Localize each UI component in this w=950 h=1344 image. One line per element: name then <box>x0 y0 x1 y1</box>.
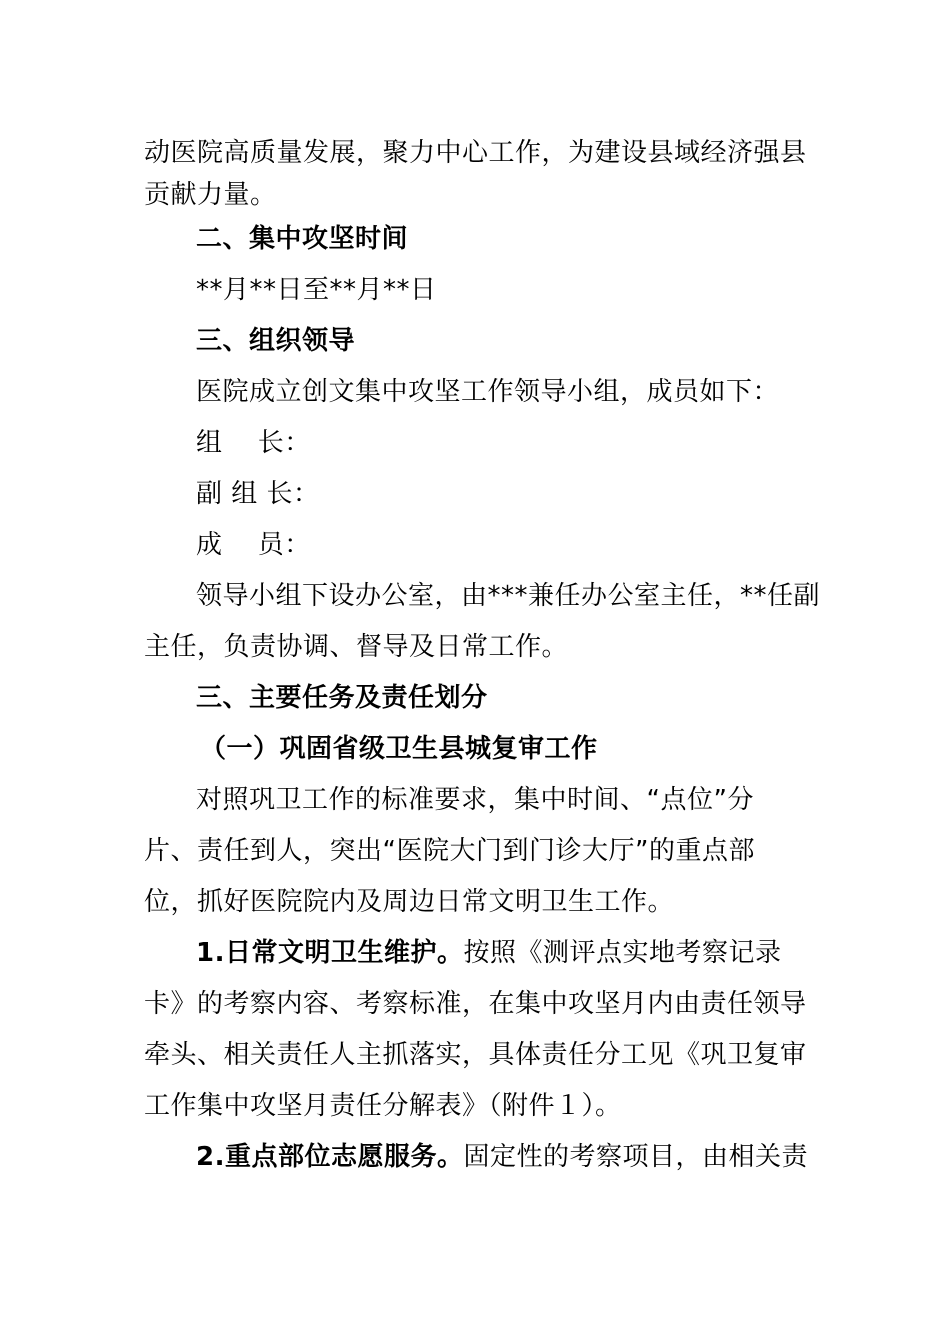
paragraph-line: 动医院高质量发展，聚力中心工作，为建设县域经济强县 <box>144 138 807 168</box>
paragraph-line: 医院成立创文集中攻坚工作领导小组，成员如下： <box>196 377 780 407</box>
section-heading-organization: 三、组织领导 <box>196 326 356 356</box>
item-2-text: 固定性的考察项目，由相关责 <box>463 1142 808 1172</box>
paragraph-line: 工作集中攻坚月责任分解表》（附件１）。 <box>144 1091 622 1121</box>
role-deputy-leader-label: 副 组 长： <box>196 479 320 509</box>
paragraph-line: 领导小组下设办公室，由***兼任办公室主任，**任副 <box>196 581 821 611</box>
section-heading-time: 二、集中攻坚时间 <box>196 224 409 254</box>
time-range: **月**日至**月**日 <box>196 275 437 305</box>
item-1-text: 按照《测评点实地考察记录 <box>463 938 782 968</box>
paragraph-line: 贡献力量。 <box>144 180 277 210</box>
paragraph-line: 对照巩卫工作的标准要求，集中时间、“点位”分 <box>196 785 754 815</box>
role-members <box>196 528 876 562</box>
paragraph-line: 卡》的考察内容、考察标准，在集中攻坚月内由责任领导 <box>144 989 807 1019</box>
role-deputy-leader <box>196 477 876 511</box>
subsection-heading-1: （一）巩固省级卫生县城复审工作 <box>200 734 598 764</box>
item-2-lead: 2.重点部位志愿服务。 <box>196 1142 464 1172</box>
item-1-line <box>196 936 876 970</box>
paragraph-line: 位，抓好医院院内及周边日常文明卫生工作。 <box>144 887 675 917</box>
role-leader <box>196 426 876 460</box>
section-heading-tasks: 三、主要任务及责任划分 <box>196 683 488 713</box>
paragraph-line: 片、责任到人，突出“医院大门到门诊大厅”的重点部 <box>144 836 755 866</box>
role-members-label: 成 员： <box>196 530 311 560</box>
item-2-line <box>196 1140 876 1174</box>
role-leader-label: 组 长： <box>196 428 311 458</box>
paragraph-line: 主任，负责协调、督导及日常工作。 <box>144 632 569 662</box>
paragraph-line: 牵头、相关责任人主抓落实，具体责任分工见《巩卫复审 <box>144 1040 807 1070</box>
item-1-lead: 1.日常文明卫生维护。 <box>196 938 464 968</box>
